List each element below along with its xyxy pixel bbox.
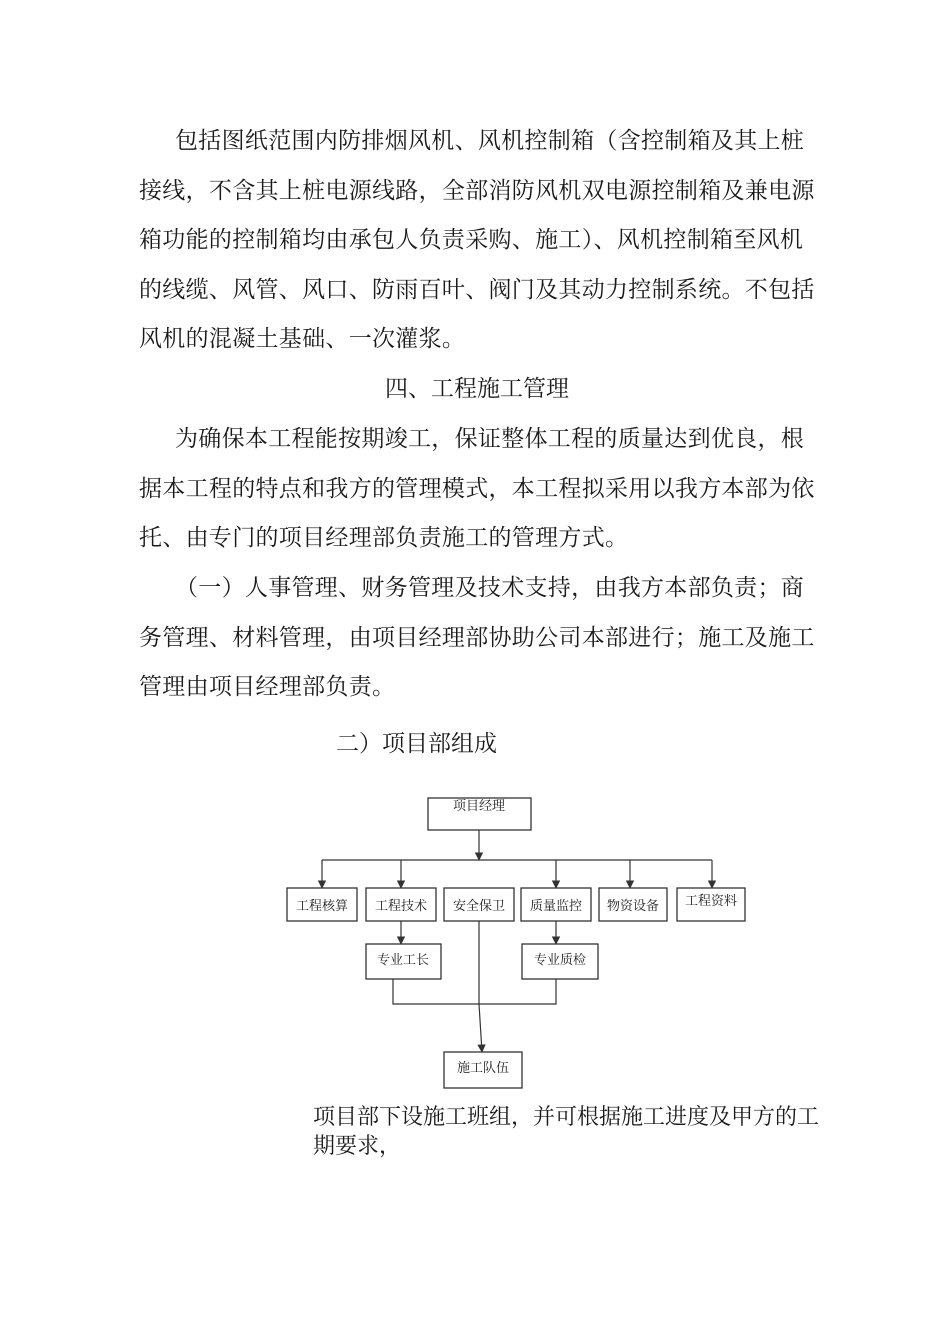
org-label-construction-team: 施工队伍 xyxy=(456,1061,510,1076)
caption-team-setup: 项目部下设施工班组，并可根据施工进度及甲方的工期要求， xyxy=(313,1105,820,1159)
org-label-department: 工程核算 xyxy=(295,899,349,914)
paragraph-responsibilities: （一）人事管理、财务管理及技术支持，由我方本部负责；商务管理、材料管理，由项目经理部协助公司本部进行；施工及施工管理由项目经理部负责。 xyxy=(139,575,815,700)
paragraph-management-mode: 为确保本工程能按期竣工，保证整体工程的质量达到优良，根据本工程的特点和我方的管理模式，本工程拟采用以我方本部为依托、由专门的项目经理部负责施工的管理方式。 xyxy=(139,426,815,551)
org-connector-merge xyxy=(393,979,556,1004)
org-label-department: 工程资料 xyxy=(684,894,738,909)
org-label-department: 物资设备 xyxy=(606,899,660,914)
subheading-project-team: 二）项目部组成 xyxy=(336,731,497,757)
org-connector xyxy=(479,1004,482,1052)
section-heading-construction-management: 四、工程施工管理 xyxy=(385,376,569,402)
org-label-department: 质量监控 xyxy=(529,899,583,914)
org-label-site-foreman: 专业工长 xyxy=(376,953,430,968)
org-label-department: 工程技术 xyxy=(374,899,428,914)
org-label-quality-inspector: 专业质检 xyxy=(533,953,587,968)
org-label-department: 安全保卫 xyxy=(452,899,506,914)
org-label-project-manager: 项目经理 xyxy=(452,799,506,814)
paragraph-scope: 包括图纸范围内防排烟风机、风机控制箱（含控制箱及其上桩接线，不含其上桩电源线路，全部消防风机双电源控制箱及兼电源箱功能的控制箱均由承包人负责采购、施工）、风机控制箱至风机的线缆、风管、风口、防雨百叶、阀门及其动力控制系统。不包括风机的混凝土基础、一次灌浆。 xyxy=(139,128,815,352)
